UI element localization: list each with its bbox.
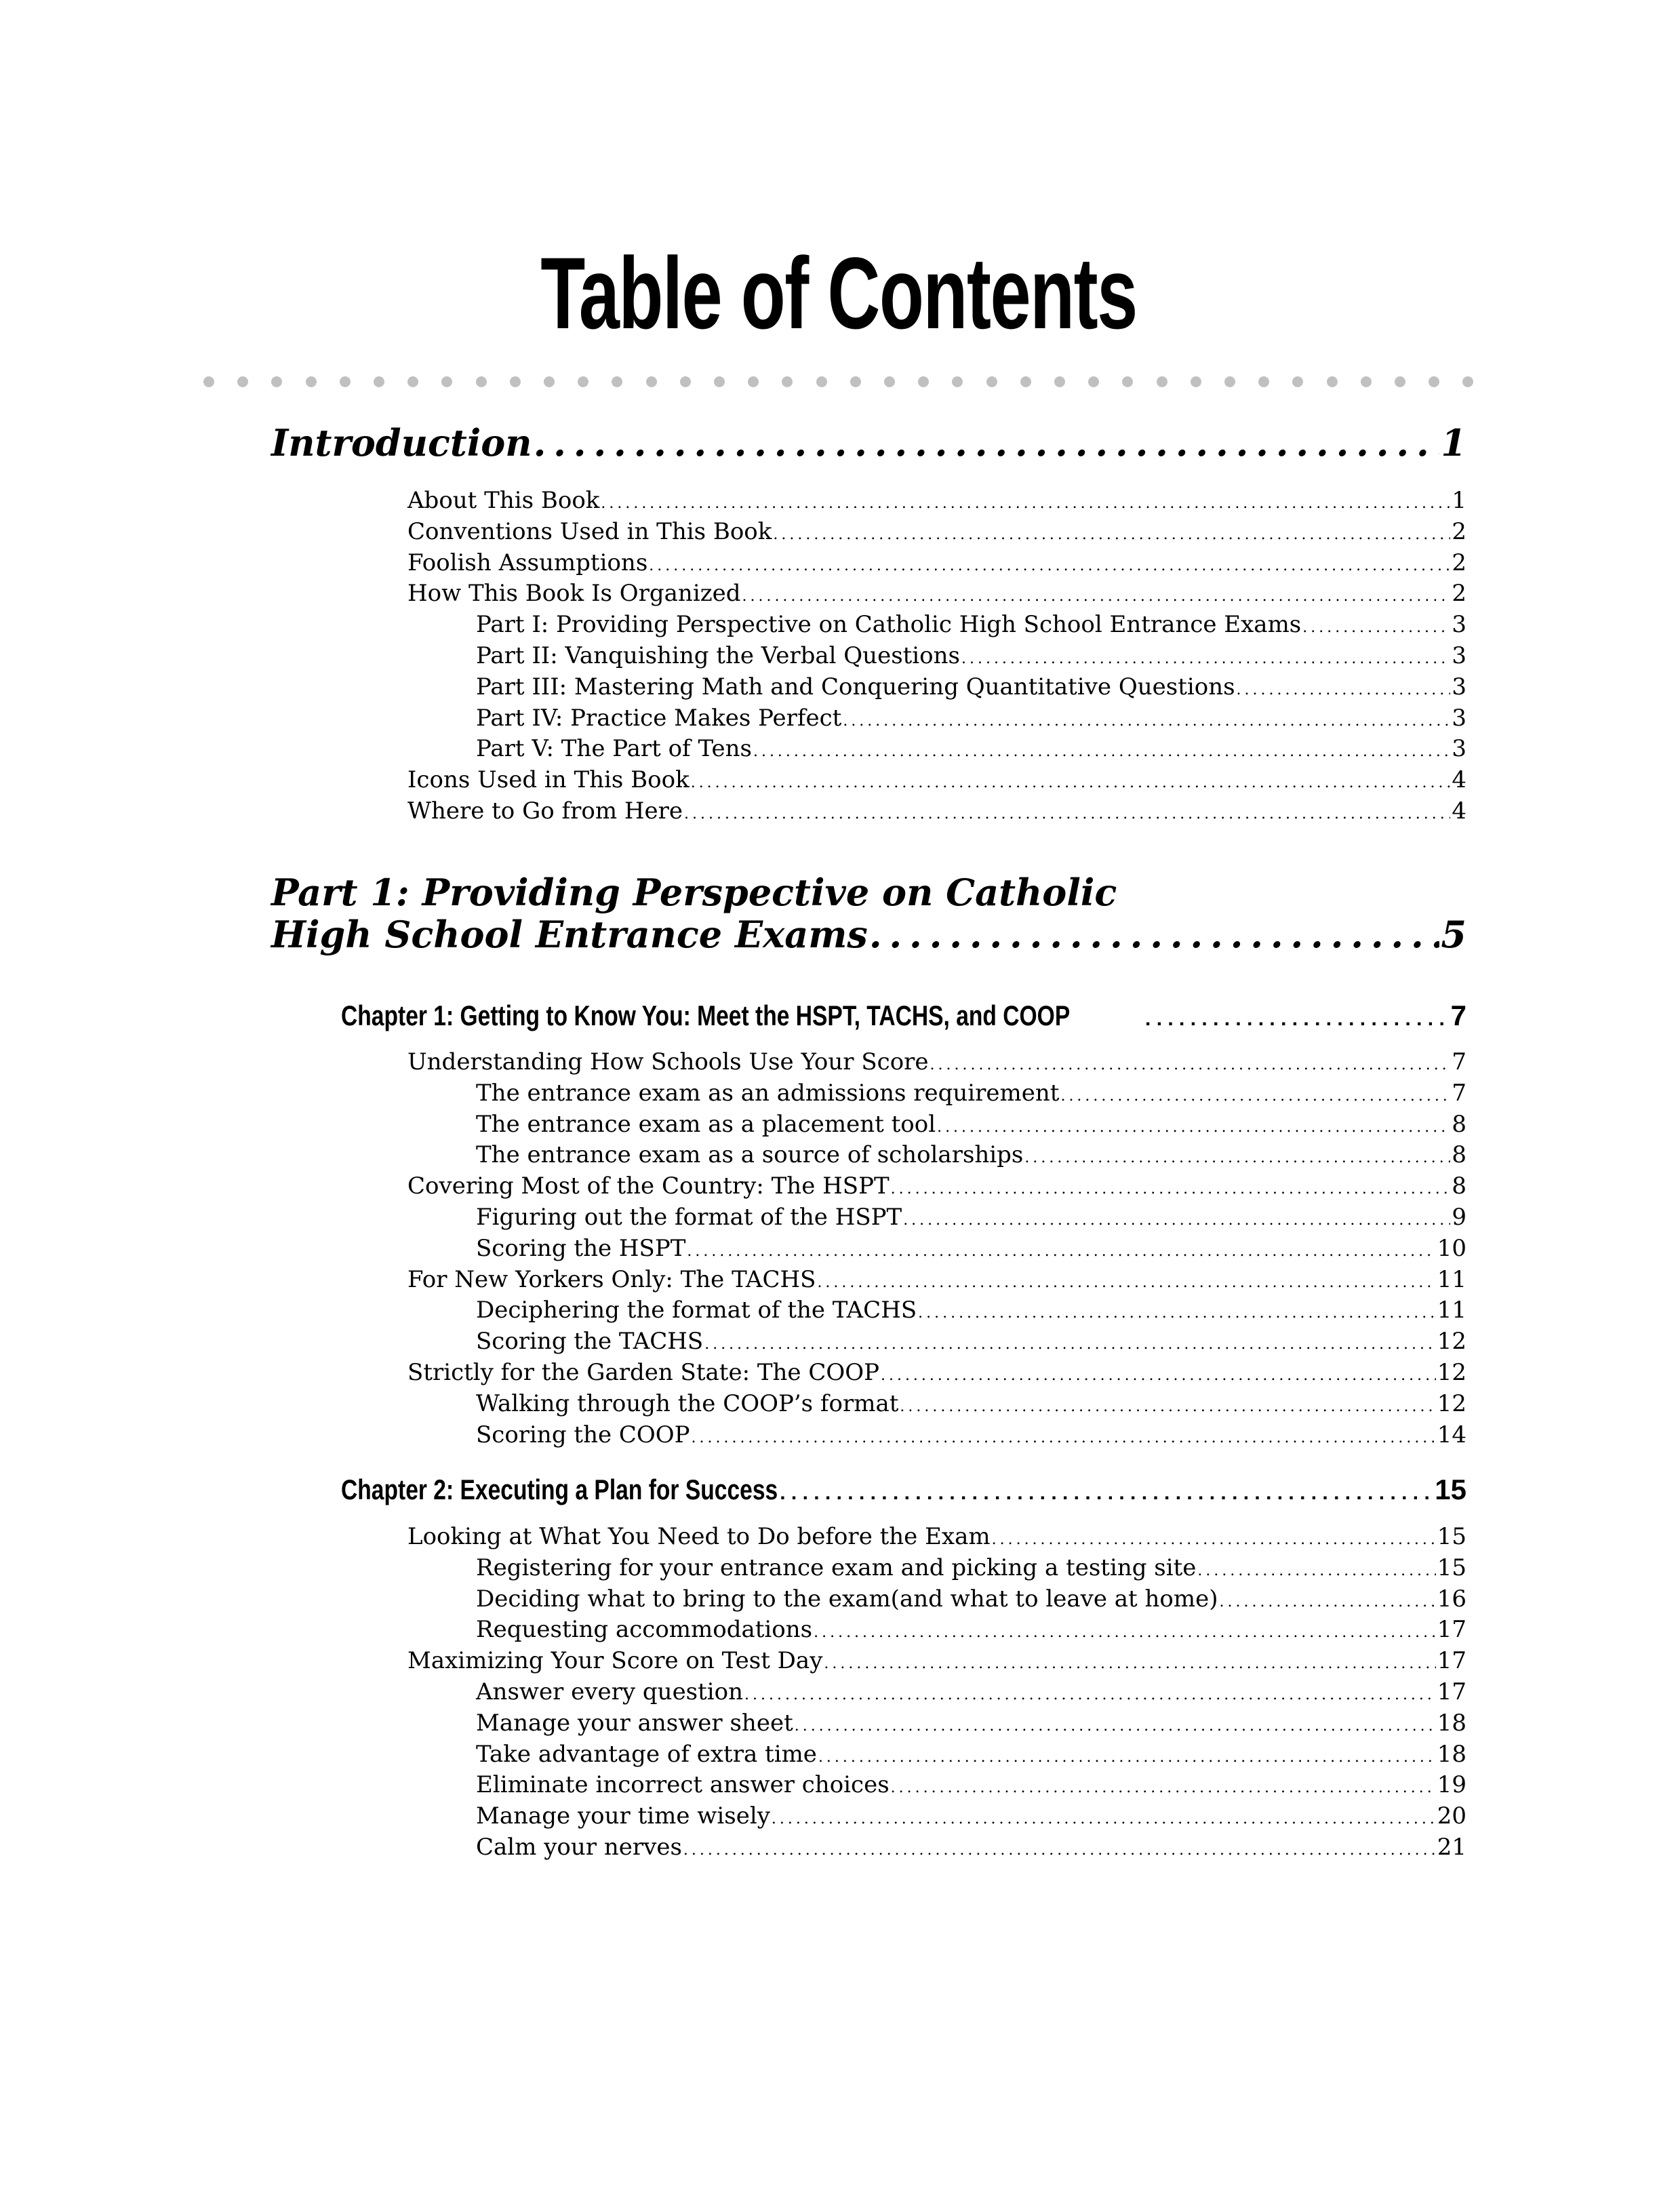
divider-dot xyxy=(748,376,759,387)
toc-entry[interactable] xyxy=(407,1265,1466,1299)
toc-entry[interactable] xyxy=(476,1584,1466,1618)
toc-entry[interactable] xyxy=(407,1047,1466,1081)
divider-dot xyxy=(612,376,622,387)
toc-entry-label: Deciphering the format of the TACHS xyxy=(476,1297,917,1324)
divider-dot xyxy=(1088,376,1099,387)
divider-dot xyxy=(1054,376,1065,387)
toc-page-number: 9 xyxy=(1452,1204,1466,1231)
dot-leader xyxy=(818,1742,1436,1773)
toc-entry[interactable] xyxy=(476,1832,1466,1866)
divider-dot xyxy=(476,376,487,387)
toc-entry-label: Requesting accommodations xyxy=(476,1616,813,1644)
toc-entry[interactable] xyxy=(407,796,1466,830)
dot-leader xyxy=(742,581,1451,612)
toc-entry[interactable] xyxy=(407,1171,1466,1205)
toc-page-number: 4 xyxy=(1452,766,1466,794)
toc-entry[interactable] xyxy=(476,1677,1466,1711)
toc-entry[interactable] xyxy=(476,1233,1466,1267)
toc-entry-label: Conventions Used in This Book xyxy=(407,517,772,545)
dot-leader xyxy=(649,551,1450,582)
dot-leader xyxy=(704,1329,1436,1360)
dot-leader xyxy=(824,1648,1435,1680)
toc-page-number: 2 xyxy=(1452,517,1466,545)
toc-page-number: 3 xyxy=(1452,673,1466,700)
toc-page-number: 8 xyxy=(1452,1110,1466,1138)
dot-leader xyxy=(795,1711,1436,1742)
divider-dot xyxy=(237,376,248,387)
toc-entry-label: The entrance exam as a placement tool xyxy=(476,1110,936,1138)
divider-dot xyxy=(1462,376,1473,387)
toc-entry-label: Looking at What You Need to Do before the Exam xyxy=(407,1523,991,1550)
dot-leader xyxy=(744,1680,1436,1711)
toc-entry[interactable] xyxy=(476,1326,1466,1360)
toc-entry-label: Strictly for the Garden State: The COOP xyxy=(407,1359,879,1386)
dot-leader xyxy=(534,422,1440,464)
toc-entry[interactable] xyxy=(476,1078,1466,1112)
toc-page-number: 14 xyxy=(1437,1421,1466,1448)
divider-dot xyxy=(1224,376,1235,387)
toc-entry-label: Part III: Mastering Math and Conquering Quantitative Questions xyxy=(476,673,1235,700)
toc-part1-line2[interactable] xyxy=(271,913,1466,955)
toc-entry-label: Walking through the COOP’s format xyxy=(476,1389,899,1417)
divider-dot xyxy=(306,376,317,387)
toc-entry-label: The entrance exam as an admissions requirement xyxy=(476,1079,1060,1107)
page-title: Table of Contents xyxy=(540,236,1137,350)
toc-page-number: 12 xyxy=(1437,1328,1466,1356)
toc-page-number: 8 xyxy=(1452,1172,1466,1200)
toc-entry-label: For New Yorkers Only: The TACHS xyxy=(407,1265,816,1293)
dot-leader xyxy=(814,1617,1436,1648)
dot-leader xyxy=(817,1267,1435,1299)
dot-leader xyxy=(1302,612,1450,644)
toc-page-number: 11 xyxy=(1437,1297,1466,1324)
dot-leader xyxy=(753,736,1450,768)
divider-dot xyxy=(510,376,521,387)
toc-entry[interactable] xyxy=(476,703,1466,737)
toc-page-number: 16 xyxy=(1437,1585,1466,1613)
divider-dot xyxy=(374,376,384,387)
toc-page-number: 20 xyxy=(1437,1802,1466,1830)
dot-leader xyxy=(869,913,1440,955)
toc-entry-label: Calm your nerves xyxy=(476,1834,682,1861)
toc-page-number: 17 xyxy=(1437,1647,1466,1675)
toc-page-number: 12 xyxy=(1437,1389,1466,1417)
dot-leader xyxy=(1024,1143,1450,1174)
toc-entry-label: Manage your answer sheet xyxy=(476,1709,793,1737)
toc-page-number: 12 xyxy=(1437,1359,1466,1386)
toc-entry[interactable] xyxy=(476,1295,1466,1329)
toc-chapter-2[interactable] xyxy=(341,1474,1466,1509)
toc-entry-label: Scoring the COOP xyxy=(476,1421,690,1448)
dot-leader xyxy=(1220,1587,1436,1618)
toc-part-label: Introduction xyxy=(271,421,532,465)
toc-part-introduction[interactable] xyxy=(271,422,1466,464)
toc-entry[interactable] xyxy=(407,1358,1466,1391)
divider-dot xyxy=(1429,376,1439,387)
toc-page-number: 11 xyxy=(1437,1265,1466,1293)
toc-page-number: 18 xyxy=(1437,1709,1466,1737)
divider-dot xyxy=(680,376,691,387)
toc-entry-label: Eliminate incorrect answer choices xyxy=(476,1771,890,1799)
toc-entry-label: Where to Go from Here xyxy=(407,797,683,825)
toc-page-number: 3 xyxy=(1452,704,1466,732)
toc-entry[interactable] xyxy=(407,765,1466,799)
toc-page-number: 10 xyxy=(1437,1234,1466,1262)
toc-page-number: 7 xyxy=(1450,1000,1466,1031)
toc-entry[interactable] xyxy=(476,1202,1466,1236)
dot-leader xyxy=(1197,1556,1435,1587)
divider-dot xyxy=(203,376,214,387)
toc-page-number: 7 xyxy=(1452,1079,1466,1107)
toc-entry-label: The entrance exam as a source of scholarships xyxy=(476,1141,1024,1169)
dot-leader xyxy=(692,1423,1436,1454)
divider-dot xyxy=(441,376,452,387)
toc-page-number: 3 xyxy=(1452,642,1466,669)
toc-entry[interactable] xyxy=(476,1140,1466,1174)
divider-dot xyxy=(714,376,725,387)
divider-dot xyxy=(1258,376,1269,387)
dot-leader xyxy=(684,799,1450,830)
divider-dot xyxy=(918,376,929,387)
toc-entry[interactable] xyxy=(476,1615,1466,1648)
toc-page-number: 17 xyxy=(1437,1678,1466,1705)
toc-part1-line1[interactable]: Part 1: Providing Perspective on Catholic xyxy=(271,871,1117,914)
toc-entry-label: Foolish Assumptions xyxy=(407,549,648,576)
dot-leader xyxy=(773,519,1450,551)
toc-entry-label: Scoring the TACHS xyxy=(476,1328,704,1356)
dot-leader xyxy=(891,1174,1451,1205)
dot-leader xyxy=(691,768,1451,799)
toc-entry[interactable] xyxy=(407,1522,1466,1556)
dot-leader xyxy=(1237,675,1451,706)
toc-entry-label: Maximizing Your Score on Test Day xyxy=(407,1647,823,1675)
toc-page-number: 18 xyxy=(1437,1740,1466,1768)
toc-entry[interactable] xyxy=(476,672,1466,706)
toc-entry[interactable] xyxy=(476,1708,1466,1742)
divider-dot xyxy=(340,376,351,387)
dot-leader xyxy=(937,1112,1450,1143)
dot-leader xyxy=(1145,1003,1450,1035)
divider-dot xyxy=(1327,376,1338,387)
toc-entry-label: Covering Most of the Country: The HSPT xyxy=(407,1172,890,1200)
divider-dot xyxy=(986,376,997,387)
toc-entry-label: Part IV: Practice Makes Perfect xyxy=(476,704,842,732)
toc-page-number: 19 xyxy=(1437,1771,1466,1799)
dot-leader xyxy=(881,1360,1436,1391)
toc-entry[interactable] xyxy=(476,1739,1466,1773)
toc-entry[interactable] xyxy=(476,734,1466,768)
divider-dot xyxy=(952,376,963,387)
toc-page-number: 4 xyxy=(1452,797,1466,825)
dot-leader xyxy=(772,1804,1436,1835)
divider-dot xyxy=(1361,376,1372,387)
toc-page-number: 8 xyxy=(1452,1141,1466,1169)
toc-page-number: 15 xyxy=(1437,1554,1466,1581)
divider-dot xyxy=(1122,376,1133,387)
toc-entry[interactable] xyxy=(476,610,1466,644)
toc-entry-label: Part I: Providing Perspective on Catholic High School Entrance Exams xyxy=(476,611,1302,639)
toc-entry[interactable] xyxy=(407,1646,1466,1680)
toc-entry[interactable] xyxy=(476,1389,1466,1423)
divider-dot xyxy=(850,376,861,387)
toc-entry-label: Part II: Vanquishing the Verbal Questions xyxy=(476,642,960,669)
toc-entry[interactable] xyxy=(476,1553,1466,1587)
dot-leader xyxy=(601,488,1450,519)
dot-leader xyxy=(683,1835,1436,1866)
divider-dot xyxy=(271,376,282,387)
toc-page-number: 15 xyxy=(1435,1474,1466,1505)
dot-leader xyxy=(992,1524,1436,1556)
dot-leader xyxy=(900,1391,1435,1423)
toc-page-number: 15 xyxy=(1437,1523,1466,1550)
toc-entry-label: Take advantage of extra time xyxy=(476,1740,817,1768)
dotted-divider xyxy=(203,376,1475,387)
toc-page-number: 21 xyxy=(1437,1834,1466,1861)
toc-chapter-label: Chapter 2: Executing a Plan for Success xyxy=(341,1474,778,1505)
toc-entry[interactable] xyxy=(476,1109,1466,1143)
divider-dot xyxy=(884,376,895,387)
dot-leader xyxy=(930,1050,1451,1081)
divider-dot xyxy=(1020,376,1031,387)
toc-page-number: 3 xyxy=(1452,735,1466,763)
toc-entry[interactable] xyxy=(407,578,1466,612)
toc-chapter-1[interactable] xyxy=(341,1000,1466,1035)
toc-entry[interactable] xyxy=(476,1801,1466,1835)
toc-entry[interactable] xyxy=(476,1420,1466,1454)
divider-dot xyxy=(544,376,555,387)
toc-entry[interactable] xyxy=(476,1770,1466,1804)
dot-leader xyxy=(918,1298,1436,1329)
dot-leader xyxy=(961,644,1450,675)
toc-entry-label: Scoring the HSPT xyxy=(476,1234,686,1262)
toc-page-number: 1 xyxy=(1452,487,1466,514)
toc-page-number: 2 xyxy=(1452,549,1466,576)
toc-page-number: 5 xyxy=(1441,913,1466,956)
toc-entry[interactable] xyxy=(407,517,1466,551)
divider-dot xyxy=(1292,376,1303,387)
divider-dot xyxy=(646,376,657,387)
dot-leader xyxy=(780,1477,1433,1509)
toc-page-number: 2 xyxy=(1452,580,1466,608)
dot-leader xyxy=(1060,1081,1450,1112)
divider-dot xyxy=(578,376,588,387)
toc-page-number: 7 xyxy=(1452,1048,1466,1075)
toc-entry-label: Figuring out the format of the HSPT xyxy=(476,1204,902,1231)
toc-entry[interactable] xyxy=(476,641,1466,675)
toc-entry-label: Manage your time wisely xyxy=(476,1802,770,1830)
toc-entry-label: Part V: The Part of Tens xyxy=(476,735,752,763)
divider-dot xyxy=(782,376,793,387)
dot-leader xyxy=(903,1205,1450,1236)
toc-entry-label: Deciding what to bring to the exam(and what to leave at home) xyxy=(476,1585,1218,1613)
toc-page-number: 3 xyxy=(1452,611,1466,639)
toc-page-number: 1 xyxy=(1441,421,1466,465)
divider-dot xyxy=(1157,376,1167,387)
toc-entry-label: How This Book Is Organized xyxy=(407,580,741,608)
dot-leader xyxy=(891,1773,1436,1804)
toc-chapter-label: Chapter 1: Getting to Know You: Meet the HSPT, TACHS, and COOP xyxy=(341,1000,1071,1031)
divider-dot xyxy=(816,376,827,387)
divider-dot xyxy=(1395,376,1405,387)
toc-entry-label: Icons Used in This Book xyxy=(407,766,690,794)
toc-page-number: 17 xyxy=(1437,1616,1466,1644)
toc-entry[interactable] xyxy=(407,548,1466,582)
divider-dot xyxy=(407,376,418,387)
toc-entry-label: Answer every question xyxy=(476,1678,744,1705)
divider-dot xyxy=(1191,376,1201,387)
toc-entry-label: About This Book xyxy=(407,487,600,514)
dot-leader xyxy=(843,706,1450,737)
dot-leader xyxy=(687,1236,1435,1267)
toc-part-label: High School Entrance Exams xyxy=(271,913,868,956)
toc-entry-label: Understanding How Schools Use Your Score xyxy=(407,1048,929,1075)
toc-entry[interactable] xyxy=(407,486,1466,519)
toc-entry-label: Registering for your entrance exam and picking a testing site xyxy=(476,1554,1197,1581)
